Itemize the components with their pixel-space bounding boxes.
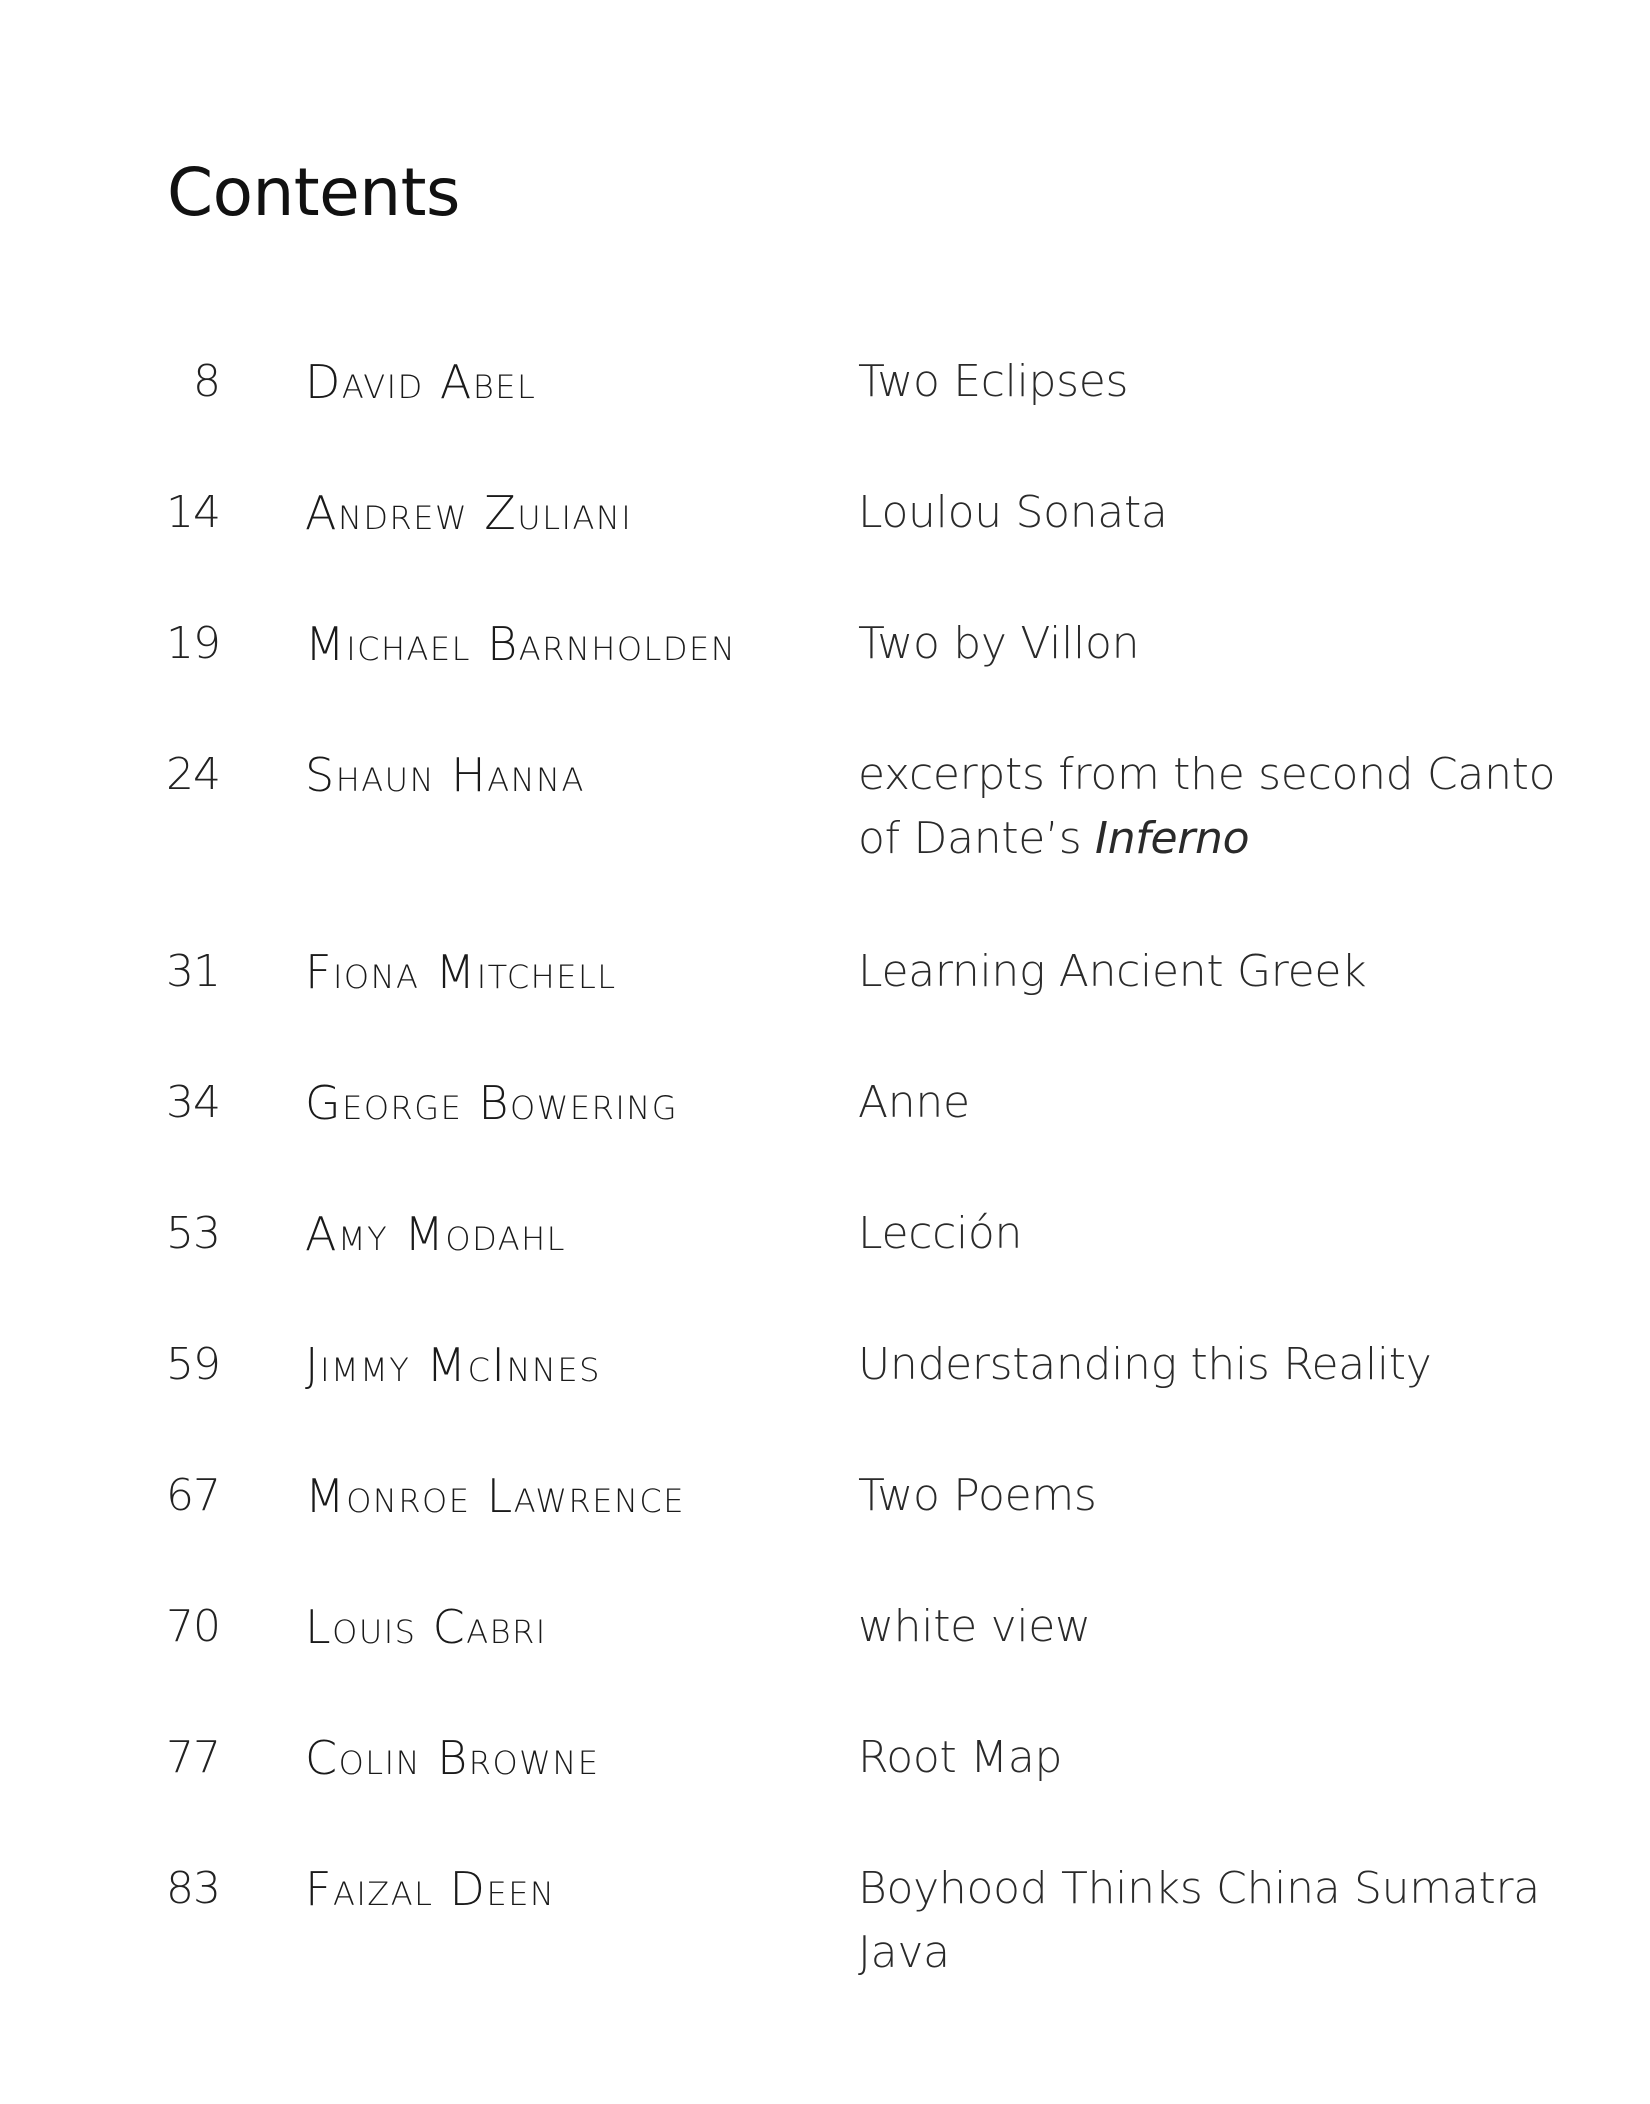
page-number: 67 <box>166 1470 220 1521</box>
page-number: 34 <box>166 1077 220 1128</box>
author-name: Louis Cabri <box>305 1600 547 1654</box>
page-number: 24 <box>166 749 220 800</box>
work-title: Anne <box>858 1077 970 1128</box>
page-number: 53 <box>166 1208 220 1259</box>
page-title: Contents <box>167 154 460 231</box>
author-name: Shaun Hanna <box>305 748 585 802</box>
work-title-line: Java <box>858 1927 950 1978</box>
work-title: Loulou Sonata <box>858 487 1168 538</box>
author-name: Monroe Lawrence <box>305 1469 685 1523</box>
page-number: 59 <box>166 1339 220 1390</box>
page-number: 8 <box>193 356 220 407</box>
work-title: Two Eclipses <box>858 356 1129 407</box>
author-name: Andrew Zuliani <box>305 486 633 540</box>
work-title <box>858 743 1558 871</box>
work-title: Root Map <box>858 1732 1063 1783</box>
author-name: Faizal Deen <box>305 1862 556 1916</box>
work-title: Understanding this Reality <box>858 1339 1432 1390</box>
work-title: white view <box>858 1601 1091 1652</box>
work-title-prefix: of Dante’s <box>858 813 1096 864</box>
page-number: 83 <box>166 1863 220 1914</box>
author-name: George Bowering <box>305 1076 678 1130</box>
page-number: 19 <box>166 618 220 669</box>
author-name: Jimmy McInnes <box>305 1338 601 1392</box>
author-name: David Abel <box>305 355 537 409</box>
work-title: Two by Villon <box>858 618 1140 669</box>
page-number: 31 <box>166 946 220 997</box>
work-title-italic: Inferno <box>1095 813 1250 864</box>
work-title: Learning Ancient Greek <box>858 946 1367 997</box>
author-name: Fiona Mitchell <box>305 945 617 999</box>
work-title-line <box>858 807 1558 871</box>
page-number: 70 <box>166 1601 220 1652</box>
author-name: Michael Barnholden <box>305 617 737 671</box>
work-title <box>858 1857 1558 1985</box>
work-title-line: excerpts from the second Canto <box>858 749 1556 800</box>
work-title: Two Poems <box>858 1470 1097 1521</box>
work-title: Lección <box>858 1208 1023 1259</box>
work-title-line: Boyhood Thinks China Sumatra <box>858 1863 1540 1914</box>
author-name: Colin Browne <box>305 1731 600 1785</box>
author-name: Amy Modahl <box>305 1207 566 1261</box>
page-number: 77 <box>166 1732 220 1783</box>
page-number: 14 <box>166 487 220 538</box>
